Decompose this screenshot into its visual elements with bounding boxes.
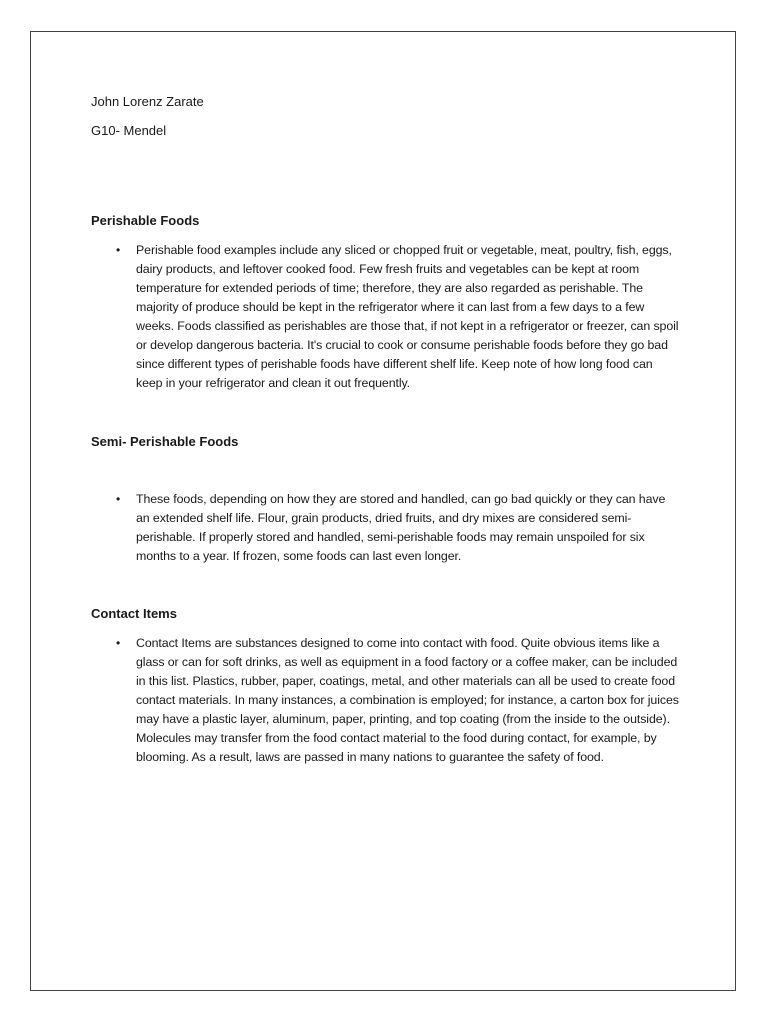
paragraph: Perishable food examples include any sliced or chopped fruit or vegetable, meat, poultry, fish, eggs, dairy products, and leftover cooked food. Few fresh fruits and vegetables can be kept at room temperature for extended periods of time; therefore, they are also regarded as perishable. The majority of produce should be kept in the refrigerator where it can last from a few days to a few weeks. Foods classified as perishables are those that, if not kept in a refrigerator or freezer, can spoil or develop dangerous bacteria. It's crucial to cook or consume perishable foods before they go bad since different types of perishable foods have different shelf life. Keep note of how long food can keep in your refrigerator and clean it out frequently. xyxy=(136,243,679,390)
class-section: G10- Mendel xyxy=(91,123,167,138)
section-heading: Semi- Perishable Foods xyxy=(91,434,239,449)
section-contact-items xyxy=(91,606,681,767)
bullet-list xyxy=(91,241,681,393)
bullet-list xyxy=(91,490,681,566)
author-name: John Lorenz Zarate xyxy=(91,94,204,109)
paragraph: Contact Items are substances designed to come into contact with food. Quite obvious items like a glass or can for soft drinks, as well as equipment in a food factory or a coffee maker, can be included in this list. Plastics, rubber, paper, coatings, metal, and other materials can all be used to create food contact materials. In many instances, a combination is employed; for instance, a carton box for juices may have a plastic layer, aluminum, paper, printing, and top coating (from the inside to the outside). xyxy=(136,636,679,726)
document-page xyxy=(30,31,736,991)
document-content xyxy=(91,94,681,767)
section-heading: Perishable Foods xyxy=(91,213,200,228)
section-semi-perishable-foods xyxy=(91,434,681,566)
bullet-icon: • xyxy=(116,492,121,506)
section-perishable-foods xyxy=(91,213,681,393)
bullet-list xyxy=(91,634,681,767)
bullet-icon: • xyxy=(116,636,121,650)
bullet-item xyxy=(91,634,681,767)
paragraph: These foods, depending on how they are stored and handled, can go bad quickly or they can have an extended shelf life. Flour, grain products, dried fruits, and dry mixes are considered semi-perishable. If properly stored and handled, semi-perishable foods may remain unspoiled for six months to a year. If frozen, some foods can last even longer. xyxy=(136,492,666,563)
bullet-icon: • xyxy=(116,243,121,257)
bullet-item xyxy=(91,490,681,566)
section-heading: Contact Items xyxy=(91,606,177,621)
bullet-item xyxy=(91,241,681,393)
paragraph: Molecules may transfer from the food contact material to the food during contact, for example, by blooming. As a result, laws are passed in many nations to guarantee the safety of food. xyxy=(136,731,657,764)
